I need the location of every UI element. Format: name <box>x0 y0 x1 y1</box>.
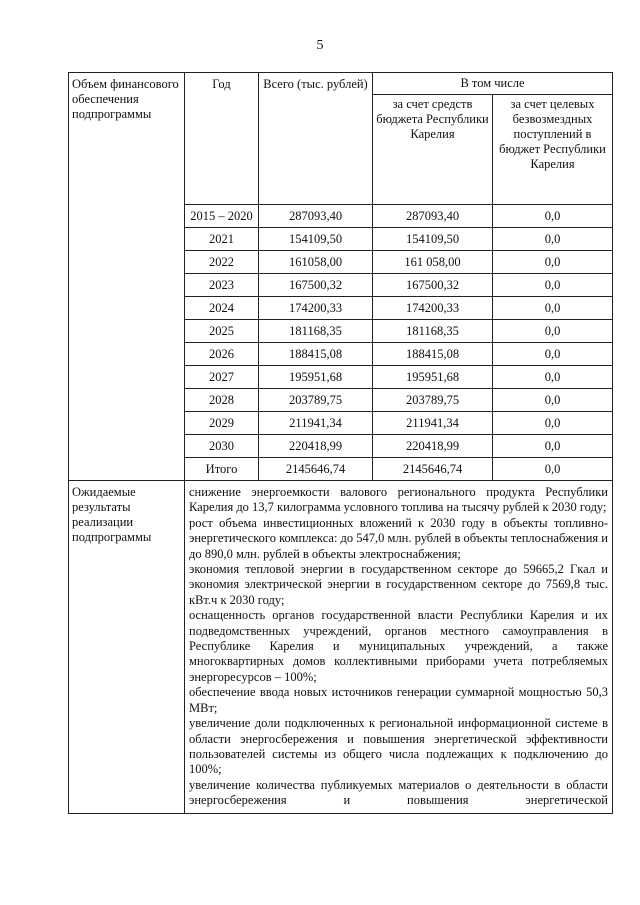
cell-budget: 181168,35 <box>373 320 493 343</box>
cell-year: 2015 – 2020 <box>185 205 259 228</box>
results-text <box>185 481 613 814</box>
page-number: 5 <box>316 38 324 53</box>
cell-year: 2027 <box>185 366 259 389</box>
cell-year: 2029 <box>185 412 259 435</box>
header-total: Всего (тыс. рублей) <box>259 73 373 205</box>
funding-label: Объем финансового обеспечения подпрограммы <box>69 73 185 481</box>
cell-grants: 0,0 <box>493 228 613 251</box>
cell-total: 154109,50 <box>259 228 373 251</box>
cell-year: 2026 <box>185 343 259 366</box>
cell-grants: 0,0 <box>493 274 613 297</box>
cell-year: Итого <box>185 458 259 481</box>
result-item: обеспечение ввода новых источников генерации суммарной мощностью 50,3 МВт; <box>189 685 608 715</box>
cell-budget: 161 058,00 <box>373 251 493 274</box>
cell-grants: 0,0 <box>493 343 613 366</box>
cell-grants: 0,0 <box>493 366 613 389</box>
cell-grants: 0,0 <box>493 458 613 481</box>
cell-total: 287093,40 <box>259 205 373 228</box>
cell-budget: 188415,08 <box>373 343 493 366</box>
header-grants: за счет целевых безвозмездных поступлений в бюджет Республики Карелия <box>493 95 613 205</box>
cell-budget: 167500,32 <box>373 274 493 297</box>
funding-rows <box>69 73 613 481</box>
cell-budget: 287093,40 <box>373 205 493 228</box>
cell-grants: 0,0 <box>493 251 613 274</box>
cell-grants: 0,0 <box>493 297 613 320</box>
cell-total: 161058,00 <box>259 251 373 274</box>
cell-total: 181168,35 <box>259 320 373 343</box>
cell-year: 2024 <box>185 297 259 320</box>
cell-total: 195951,68 <box>259 366 373 389</box>
cell-year: 2025 <box>185 320 259 343</box>
cell-total: 188415,08 <box>259 343 373 366</box>
result-item: увеличение количества публикуемых материалов о деятельности в области энергосбережения и повышения энергетической <box>189 777 608 808</box>
result-item: снижение энергоемкости валового регионального продукта Республики Карелия до 13,7 килограмма условного топлива на тысячу рублей к 2030 году; <box>189 485 608 515</box>
cell-grants: 0,0 <box>493 205 613 228</box>
result-item: рост объема инвестиционных вложений к 2030 году в объекты топливно-энергетического комплекса: до 547,0 млн. рублей в объекты теплоснабжения и до 890,0 млн. рублей в объекты электроснабжения; <box>189 515 608 561</box>
cell-year: 2028 <box>185 389 259 412</box>
result-item: экономия тепловой энергии в государственном секторе до 59665,2 Гкал и экономия электрической энергии в государственном секторе до 7569,8 тыс. кВт.ч к 2030 году; <box>189 562 608 607</box>
cell-budget: 203789,75 <box>373 389 493 412</box>
results-label: Ожидаемые результаты реализации подпрограммы <box>69 481 185 814</box>
cell-total: 167500,32 <box>259 274 373 297</box>
cell-grants: 0,0 <box>493 412 613 435</box>
cell-year: 2022 <box>185 251 259 274</box>
cell-grants: 0,0 <box>493 320 613 343</box>
cell-year: 2023 <box>185 274 259 297</box>
cell-total: 220418,99 <box>259 435 373 458</box>
result-item: оснащенность органов государственной власти Республики Карелия и их подведомственных учреждений, органов местного самоуправления в Республике Карелия и муниципальных учреждений, а также многоквартирных домов коллективными приборами учета потребляемых энергоресурсов – 100%; <box>189 608 608 684</box>
cell-budget: 2145646,74 <box>373 458 493 481</box>
cell-grants: 0,0 <box>493 389 613 412</box>
cell-total: 211941,34 <box>259 412 373 435</box>
cell-budget: 211941,34 <box>373 412 493 435</box>
cell-budget: 154109,50 <box>373 228 493 251</box>
cell-total: 174200,33 <box>259 297 373 320</box>
result-item: увеличение доли подключенных к региональной информационной системе в области энергосбережения и повышения энергетической эффективности пользователей системы из общего числа подлежащих к подключению до 100%; <box>189 716 608 777</box>
cell-total: 2145646,74 <box>259 458 373 481</box>
cell-grants: 0,0 <box>493 435 613 458</box>
subprogram-passport-table <box>68 72 613 814</box>
cell-budget: 220418,99 <box>373 435 493 458</box>
cell-budget: 174200,33 <box>373 297 493 320</box>
cell-budget: 195951,68 <box>373 366 493 389</box>
cell-year: 2021 <box>185 228 259 251</box>
cell-total: 203789,75 <box>259 389 373 412</box>
header-budget: за счет средств бюджета Республики Карелия <box>373 95 493 205</box>
header-including: В том числе <box>373 73 613 95</box>
header-year: Год <box>185 73 259 205</box>
cell-year: 2030 <box>185 435 259 458</box>
